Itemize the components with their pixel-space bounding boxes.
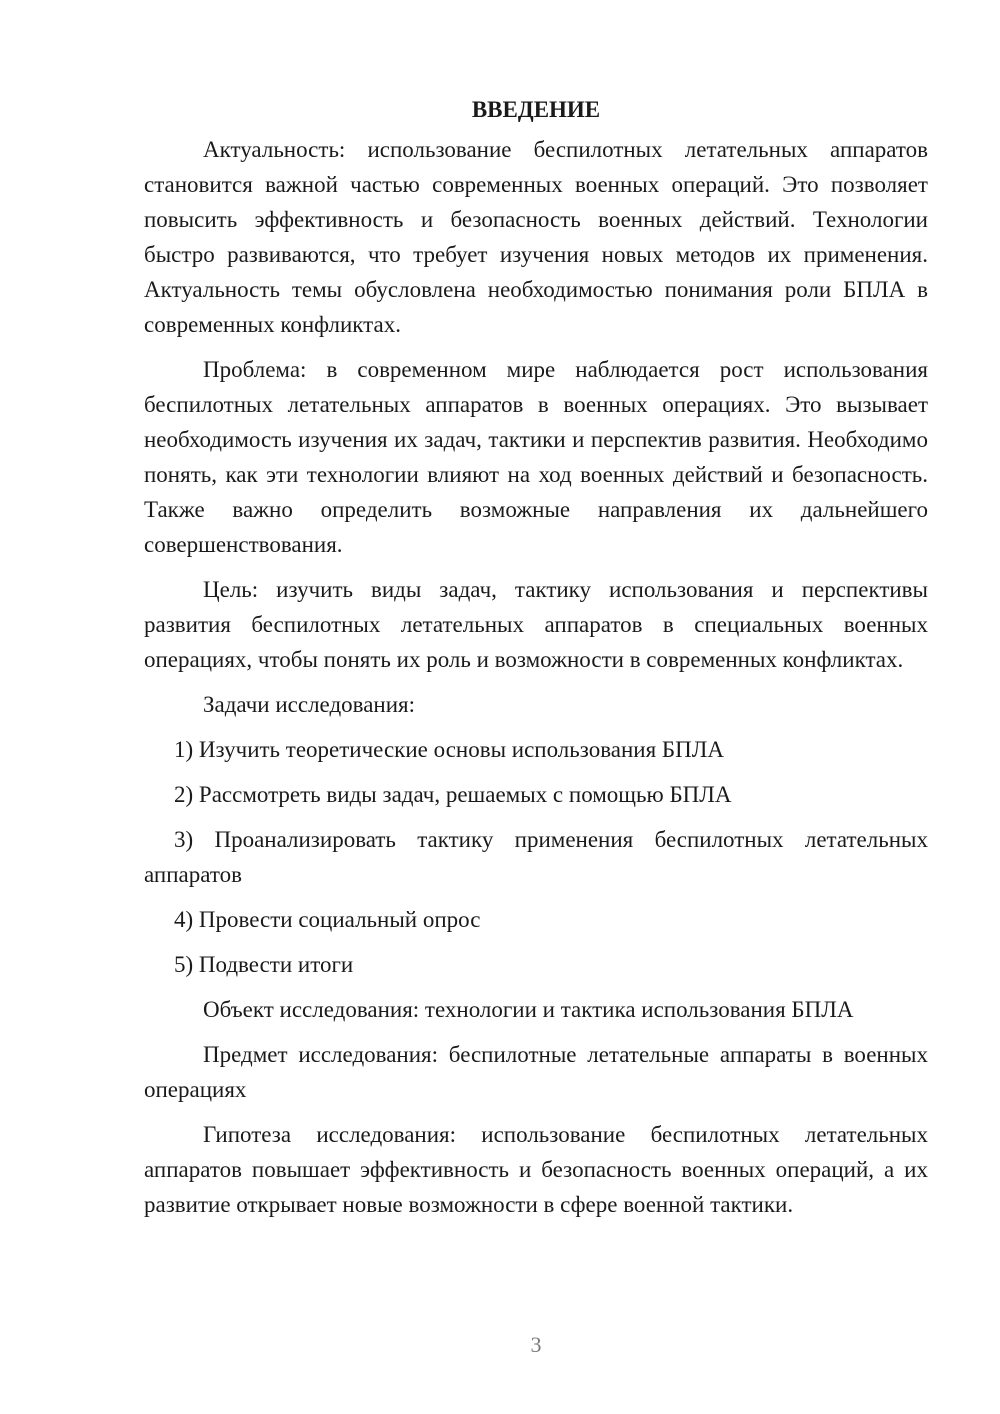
task-item-1: 1) Изучить теоретические основы использования БПЛА	[174, 737, 724, 762]
task-item-4: 4) Провести социальный опрос	[174, 907, 481, 932]
tasks-heading: Задачи исследования:	[203, 692, 416, 717]
task-item-2: 2) Рассмотреть виды задач, решаемых с помощью БПЛА	[174, 782, 732, 807]
page-number: 3	[530, 1332, 542, 1357]
hypothesis-paragraph: Гипотеза исследования: использование беспилотных летательных аппаратов повышает эффективность и безопасность военных операций, а их развитие открывает новые возможности в сфере военной тактики.	[144, 1122, 928, 1217]
relevance-paragraph: Актуальность: использование беспилотных летательных аппаратов становится важной частью современных военных операций. Это позволяет повысить эффективность и безопасность военных действий. Технологии быстро развиваются, что требует изучения новых методов их применения. Актуальность темы обусловлена необходимостью понимания роли БПЛА в современных конфликтах.	[144, 137, 928, 337]
object-paragraph: Объект исследования: технологии и тактика использования БПЛА	[203, 997, 854, 1022]
task-item-3: 3) Проанализировать тактику применения беспилотных летательных аппаратов	[144, 827, 928, 887]
page-content	[144, 92, 928, 1232]
section-heading: ВВЕДЕНИЕ	[471, 97, 601, 122]
goal-paragraph: Цель: изучить виды задач, тактику использования и перспективы развития беспилотных летательных аппаратов в специальных военных операциях, чтобы понять их роль и возможности в современных конфликтах.	[144, 577, 928, 672]
problem-paragraph: Проблема: в современном мире наблюдается рост использования беспилотных летательных аппаратов в военных операциях. Это вызывает необходимость изучения их задач, тактики и перспектив развития. Необходимо понять, как эти технологии влияют на ход военных действий и безопасность. Также важно определить возможные направления их дальнейшего совершенствования.	[144, 357, 928, 557]
subject-paragraph: Предмет исследования: беспилотные летательные аппараты в военных операциях	[144, 1042, 928, 1102]
task-item-5: 5) Подвести итоги	[174, 952, 354, 977]
